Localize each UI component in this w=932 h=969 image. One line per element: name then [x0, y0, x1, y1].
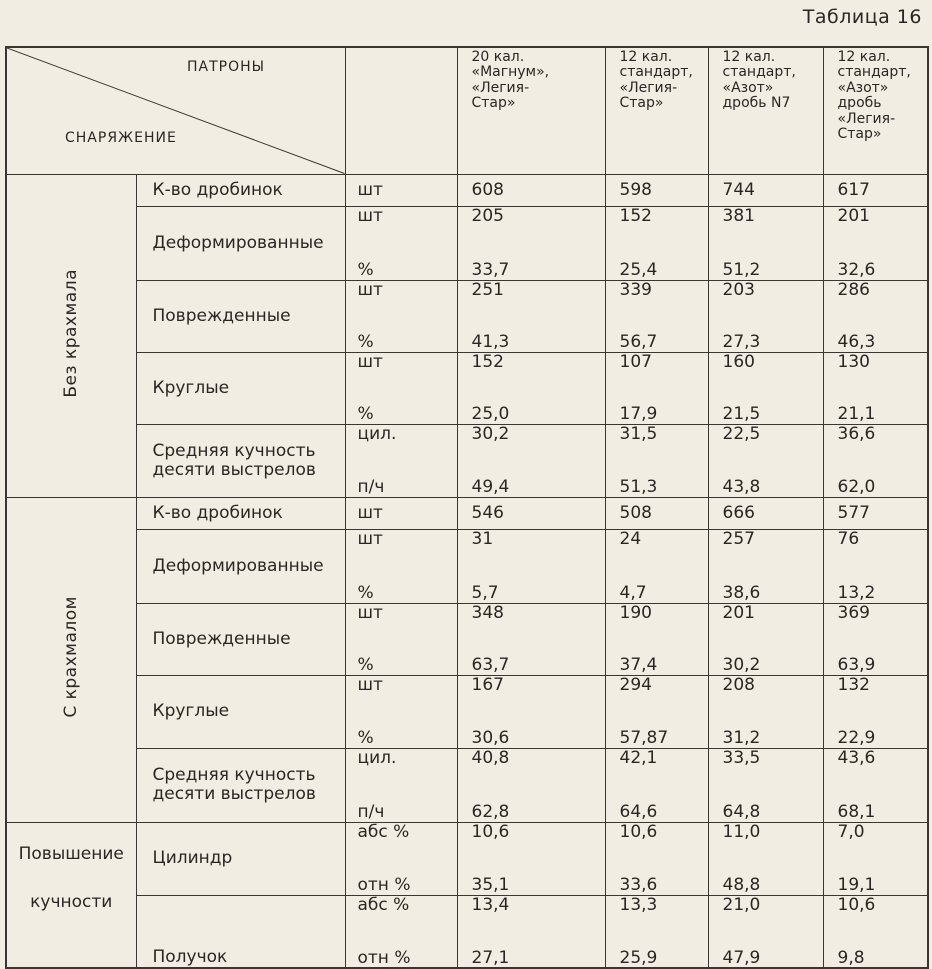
column-header-line: 20 кал. — [471, 49, 525, 65]
unit-cell: отн % — [345, 858, 457, 895]
column-header-line: «Азот» — [722, 79, 774, 96]
group-name-line: Повышение — [18, 843, 124, 864]
unit-cell: абс % — [345, 822, 457, 858]
column-header-1 — [457, 47, 605, 174]
diagonal-line — [7, 48, 345, 174]
row-label — [136, 497, 345, 529]
table-row — [6, 206, 928, 244]
value-cell: 31,5 — [605, 424, 708, 461]
group-name: Без крахмала — [61, 269, 82, 398]
value-cell: 40,8 — [457, 748, 605, 784]
column-header-line: стандарт, — [619, 64, 693, 81]
value-cell: 63,7 — [457, 639, 605, 675]
column-header-line: «Азот» — [837, 79, 889, 96]
value-cell: 32,6 — [823, 244, 928, 280]
table-row — [6, 822, 928, 858]
unit-cell: % — [345, 639, 457, 675]
value-cell: 294 — [605, 675, 708, 711]
value-cell: 42,1 — [605, 748, 708, 784]
row-label — [136, 206, 345, 280]
column-header-line: «Магнум», — [471, 64, 550, 81]
value-cell: 27,3 — [708, 316, 823, 352]
row-label-line: Поврежденные — [152, 305, 291, 326]
unit-cell: шт — [345, 280, 457, 316]
value-cell: 25,9 — [605, 931, 708, 968]
unit-cell: % — [345, 567, 457, 603]
value-cell: 17,9 — [605, 388, 708, 424]
unit-cell: п/ч — [345, 784, 457, 822]
value-cell: 577 — [823, 497, 928, 529]
value-cell: 9,8 — [823, 931, 928, 968]
value-cell: 43,8 — [708, 461, 823, 497]
value-cell: 33,6 — [605, 858, 708, 895]
row-label — [136, 675, 345, 748]
value-cell: 25,0 — [457, 388, 605, 424]
value-cell: 369 — [823, 603, 928, 639]
row-label — [136, 352, 345, 424]
value-cell: 48,8 — [708, 858, 823, 895]
group-name-line: кучности — [30, 892, 113, 913]
value-cell: 339 — [605, 280, 708, 316]
value-cell: 31,2 — [708, 711, 823, 748]
row-label-line: Получок — [152, 947, 228, 968]
unit-cell: % — [345, 711, 457, 748]
column-header-line: стандарт, — [837, 64, 911, 81]
value-cell: 666 — [708, 497, 823, 529]
value-cell: 64,6 — [605, 784, 708, 822]
group-header-3 — [6, 822, 136, 968]
value-cell: 201 — [708, 603, 823, 639]
value-cell: 10,6 — [823, 895, 928, 931]
value-cell: 10,6 — [457, 822, 605, 858]
value-cell: 4,7 — [605, 567, 708, 603]
value-cell: 76 — [823, 529, 928, 567]
value-cell: 11,0 — [708, 822, 823, 858]
unit-header — [345, 47, 457, 174]
row-label-line: десяти выстрелов — [152, 459, 316, 480]
column-header-line: Стар» — [471, 95, 516, 112]
header-patrony: ПАТРОНЫ — [187, 59, 265, 75]
unit-cell: шт — [345, 206, 457, 244]
row-label-line: К-во дробинок — [152, 502, 283, 523]
table-row — [6, 603, 928, 639]
value-cell: 152 — [457, 352, 605, 388]
value-cell: 744 — [708, 174, 823, 206]
data-table — [5, 46, 929, 969]
row-label — [136, 280, 345, 352]
column-header-line: стандарт, — [722, 64, 796, 81]
row-label-line: Средняя кучность — [152, 765, 316, 786]
table-row — [6, 497, 928, 529]
row-label-line: Круглые — [152, 377, 230, 398]
value-cell: 47,9 — [708, 931, 823, 968]
value-cell: 546 — [457, 497, 605, 529]
value-cell: 190 — [605, 603, 708, 639]
value-cell: 257 — [708, 529, 823, 567]
row-label-line: К-во дробинок — [152, 179, 283, 200]
value-cell: 608 — [457, 174, 605, 206]
value-cell: 167 — [457, 675, 605, 711]
value-cell: 21,5 — [708, 388, 823, 424]
value-cell: 286 — [823, 280, 928, 316]
value-cell: 13,3 — [605, 895, 708, 931]
unit-cell: шт — [345, 352, 457, 388]
group-name: С крахмалом — [61, 596, 82, 719]
value-cell: 51,3 — [605, 461, 708, 497]
row-label — [136, 174, 345, 206]
value-cell: 35,1 — [457, 858, 605, 895]
row-label — [136, 424, 345, 497]
value-cell: 508 — [605, 497, 708, 529]
value-cell: 152 — [605, 206, 708, 244]
row-label — [136, 822, 345, 895]
column-header-line: дробь N7 — [722, 95, 791, 112]
value-cell: 617 — [823, 174, 928, 206]
value-cell: 38,6 — [708, 567, 823, 603]
unit-cell: % — [345, 244, 457, 280]
row-label-line: Деформированные — [152, 232, 324, 253]
value-cell: 381 — [708, 206, 823, 244]
table-row — [6, 675, 928, 711]
unit-cell: цил. — [345, 748, 457, 784]
value-cell: 51,2 — [708, 244, 823, 280]
header-snaryazhenie: СНАРЯЖЕНИЕ — [65, 130, 177, 146]
value-cell: 132 — [823, 675, 928, 711]
row-label-line: Поврежденные — [152, 628, 291, 649]
column-header-line: «Легия- — [619, 79, 678, 96]
value-cell: 208 — [708, 675, 823, 711]
table-row — [6, 174, 928, 206]
row-label — [136, 895, 345, 968]
column-header-line: Стар» — [619, 95, 664, 112]
value-cell: 64,8 — [708, 784, 823, 822]
table-row — [6, 280, 928, 316]
value-cell: 41,3 — [457, 316, 605, 352]
value-cell: 7,0 — [823, 822, 928, 858]
table-caption: Таблица 16 — [802, 6, 922, 28]
corner-header — [6, 47, 345, 174]
value-cell: 348 — [457, 603, 605, 639]
row-label-line: Цилиндр — [152, 848, 233, 869]
value-cell: 205 — [457, 206, 605, 244]
value-cell: 30,2 — [708, 639, 823, 675]
value-cell: 5,7 — [457, 567, 605, 603]
group-header-1 — [6, 174, 136, 497]
value-cell: 21,1 — [823, 388, 928, 424]
value-cell: 160 — [708, 352, 823, 388]
column-header-line: 12 кал. — [619, 49, 673, 65]
value-cell: 31 — [457, 529, 605, 567]
value-cell: 30,6 — [457, 711, 605, 748]
unit-cell: шт — [345, 497, 457, 529]
column-header-2 — [605, 47, 708, 174]
value-cell: 251 — [457, 280, 605, 316]
column-header-line: Стар» — [837, 125, 882, 142]
column-header-3 — [708, 47, 823, 174]
value-cell: 62,8 — [457, 784, 605, 822]
value-cell: 13,4 — [457, 895, 605, 931]
unit-cell: шт — [345, 174, 457, 206]
column-header-line: 12 кал. — [722, 49, 776, 65]
value-cell: 203 — [708, 280, 823, 316]
column-header-line: дробь — [837, 95, 882, 112]
value-cell: 33,5 — [708, 748, 823, 784]
table-row — [6, 748, 928, 784]
table-row — [6, 895, 928, 931]
value-cell: 107 — [605, 352, 708, 388]
header-row — [6, 47, 928, 174]
value-cell: 130 — [823, 352, 928, 388]
unit-cell: отн % — [345, 931, 457, 968]
value-cell: 68,1 — [823, 784, 928, 822]
unit-cell: абс % — [345, 895, 457, 931]
value-cell: 43,6 — [823, 748, 928, 784]
value-cell: 598 — [605, 174, 708, 206]
value-cell: 21,0 — [708, 895, 823, 931]
row-label — [136, 603, 345, 675]
group-header-2 — [6, 497, 136, 822]
value-cell: 49,4 — [457, 461, 605, 497]
value-cell: 25,4 — [605, 244, 708, 280]
column-header-line: «Легия- — [471, 79, 530, 96]
column-header-line: 12 кал. — [837, 49, 891, 65]
column-header-line: «Легия- — [837, 110, 896, 127]
row-label — [136, 748, 345, 822]
value-cell: 62,0 — [823, 461, 928, 497]
table-row — [6, 352, 928, 388]
value-cell: 27,1 — [457, 931, 605, 968]
row-label-line: десяти выстрелов — [152, 784, 316, 804]
value-cell: 63,9 — [823, 639, 928, 675]
unit-cell: шт — [345, 675, 457, 711]
row-label-line: Деформированные — [152, 555, 324, 576]
unit-cell: % — [345, 316, 457, 352]
value-cell: 24 — [605, 529, 708, 567]
value-cell: 201 — [823, 206, 928, 244]
value-cell: 13,2 — [823, 567, 928, 603]
value-cell: 19,1 — [823, 858, 928, 895]
table-row — [6, 529, 928, 567]
value-cell: 46,3 — [823, 316, 928, 352]
value-cell: 22,9 — [823, 711, 928, 748]
column-header-4 — [823, 47, 928, 174]
row-label-line: Круглые — [152, 701, 230, 722]
row-label-line: Средняя кучность — [152, 440, 316, 461]
value-cell: 22,5 — [708, 424, 823, 461]
row-label — [136, 529, 345, 603]
value-cell: 10,6 — [605, 822, 708, 858]
value-cell: 33,7 — [457, 244, 605, 280]
value-cell: 57,87 — [605, 711, 708, 748]
value-cell: 56,7 — [605, 316, 708, 352]
value-cell: 36,6 — [823, 424, 928, 461]
unit-cell: шт — [345, 529, 457, 567]
unit-cell: цил. — [345, 424, 457, 461]
value-cell: 30,2 — [457, 424, 605, 461]
value-cell: 37,4 — [605, 639, 708, 675]
unit-cell: п/ч — [345, 461, 457, 497]
table-row — [6, 424, 928, 461]
unit-cell: шт — [345, 603, 457, 639]
unit-cell: % — [345, 388, 457, 424]
